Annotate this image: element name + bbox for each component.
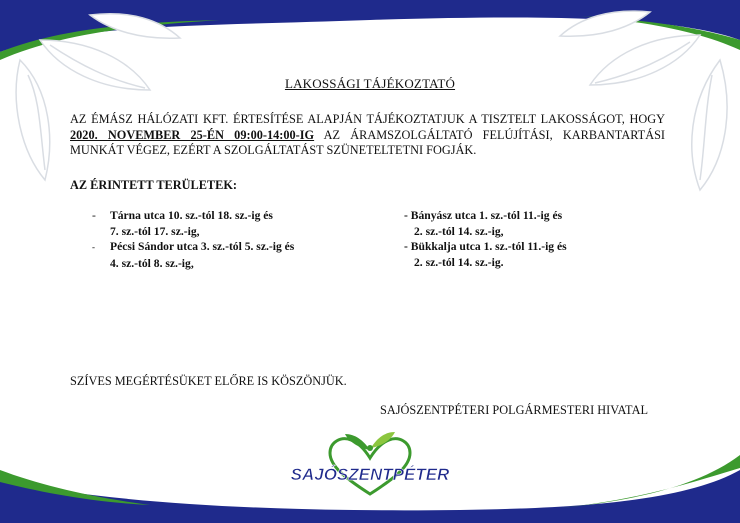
list-item-line: Pécsi Sándor utca 3. sz.-tól 5. sz.-ig és: [110, 240, 295, 253]
signature: SAJÓSZENTPÉTERI POLGÁRMESTERI HIVATAL: [380, 403, 648, 417]
list-item: [404, 239, 567, 255]
list-item-continuation: 2. sz.-tól 14. sz.-ig.: [414, 255, 504, 269]
affected-areas-left-column: [92, 208, 294, 271]
list-bullet: -: [404, 209, 408, 222]
logo-text: SAJÓSZENTPÉTER: [290, 465, 450, 484]
affected-areas-right-column: [404, 208, 567, 270]
affected-areas-heading: AZ ÉRINTETT TERÜLETEK:: [70, 178, 237, 192]
list-bullet: -: [92, 209, 96, 222]
paragraph-text-start: AZ ÉMÁSZ HÁLÓZATI KFT. ÉRTESÍTÉSE ALAPJÁN TÁJÉKOZTATJUK A TISZTELT LAKOSSÁGOT, HOGY: [70, 112, 665, 126]
paragraph-text-end: AZ ÁRAMSZOLGÁLTATÓ FELÚJÍTÁSI, KARBANTARTÁSI MUNKÁT VÉGEZ, EZÉRT A SZOLGÁLTATÁST SZÜNETELTETNI FOGJÁK.: [70, 127, 666, 157]
right-leaves-decoration: [560, 11, 727, 190]
list-item-line: Bányász utca 1. sz.-tól 11.-ig és: [410, 209, 563, 222]
list-item-continuation: 4. sz.-tól 8. sz.-ig,: [110, 256, 194, 270]
town-logo: [285, 428, 455, 498]
notice-title: LAKOSSÁGI TÁJÉKOZTATÓ: [284, 76, 456, 91]
outage-date: 2020. NOVEMBER 25-ÉN 09:00-14:00-IG: [70, 127, 315, 142]
list-item: [92, 208, 294, 224]
sprout-dot: [367, 445, 373, 451]
list-item-continuation: 7. sz.-tól 17. sz.-ig,: [110, 224, 200, 238]
list-item-line: Bükkalja utca 1. sz.-tól 11.-ig és: [410, 240, 567, 253]
list-bullet: -: [404, 240, 408, 253]
list-item: [404, 208, 567, 224]
list-item: [92, 239, 294, 256]
list-item-continuation: 2. sz.-tól 14. sz.-ig,: [414, 224, 504, 238]
list-bullet: -: [92, 242, 95, 252]
leaf-icon: [345, 434, 370, 450]
closing-line: SZÍVES MEGÉRTÉSÜKET ELŐRE IS KÖSZÖNJÜK.: [70, 374, 347, 388]
notice-paragraph: [70, 112, 665, 159]
list-item-line: Tárna utca 10. sz.-tól 18. sz.-ig és: [110, 209, 273, 222]
